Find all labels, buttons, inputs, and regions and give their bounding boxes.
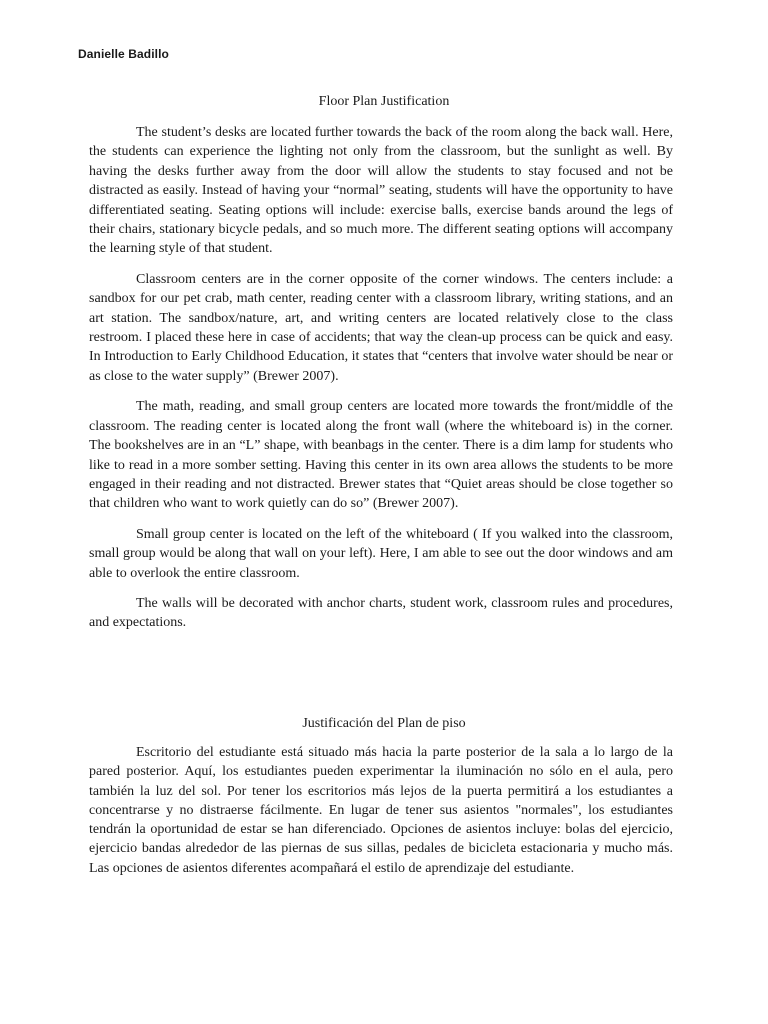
english-paragraph-4: Small group center is located on the left of the whiteboard ( If you walked into the classroom, small group would be along that wall on your left). Here, I am able to see out the door windows and am able to overlook the entire classroom.: [89, 526, 673, 581]
english-title: Floor Plan Justification: [318, 94, 450, 109]
spanish-title: Justificación del Plan de piso: [302, 716, 466, 731]
spanish-body: [89, 743, 673, 889]
english-paragraph-2: Classroom centers are in the corner opposite of the corner windows. The centers include: a sandbox for our pet crab, math center, reading center with a classroom library, writing stations, and an art station. The sandbox/nature, art, and writing centers are located relatively close to the class restroom. I placed these here in case of accidents; that way the clean-up process can be quick and easy. In Introduction to Early Childhood Education, it states that “centers that involve water should be near or as close to the water supply” (Brewer 2007).: [89, 271, 673, 384]
spanish-paragraph-1: Escritorio del estudiante está situado más hacia la parte posterior de la sala a lo largo de la pared posterior. Aquí, los estudiantes pueden experimentar la iluminación no sólo en el aula, pero también la luz del sol. Por tener los escritorios más lejos de la puerta permitirá a los estudiantes a concentrarse y no distraerse fácilmente. En lugar de tener sus asientos "normales", los estudiantes tendrán la oportunidad de estar se han diferenciado. Opciones de asientos incluye: bolas del ejercicio, ejercicio bandas alrededor de las piernas de sus sillas, pedales de bicicleta estacionaria y mucho más. Las opciones de asientos diferentes acompañará el estilo de aprendizaje del estudiante.: [89, 745, 673, 876]
english-paragraph-1: The student’s desks are located further towards the back of the room along the back wall. Here, the students can experience the lighting not only from the classroom, but the sunlight as well. By having the desks further away from the door will allow the students to stay focused and not be distracted as easily. Instead of having your “normal” seating, students will have the opportunity to have differentiated seating. Seating options will include: exercise balls, exercise bands around the legs of their chairs, stationary bicycle pedals, and so much more. The different seating options will accompany the learning style of that student.: [89, 125, 673, 257]
author-name: Danielle Badillo: [78, 47, 169, 61]
english-body: [89, 123, 673, 644]
english-paragraph-3: The math, reading, and small group centers are located more towards the front/middle of the classroom. The reading center is located along the front wall (where the whiteboard is) in the corner. The bookshelves are in an “L” shape, with beanbags in the center. There is a dim lamp for students who like to read in a more somber setting. Having this center in its own area allows the students to be more engaged in their reading and not distracted. Brewer states that “Quiet areas should be close together so that children who want to work quietly can do so” (Brewer 2007).: [89, 399, 673, 512]
english-paragraph-5: The walls will be decorated with anchor charts, student work, classroom rules and procedures, and expectations.: [89, 595, 673, 631]
